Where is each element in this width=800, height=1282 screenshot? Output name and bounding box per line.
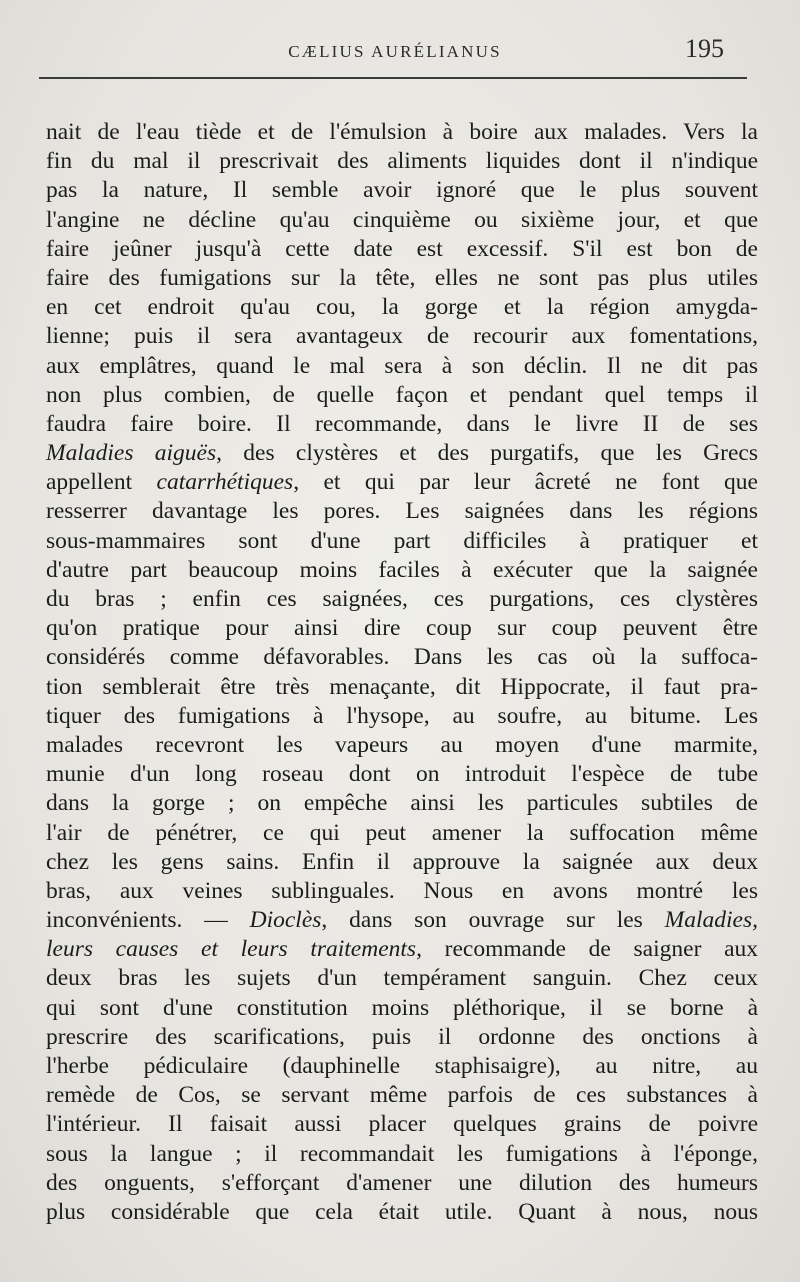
text-run: du bras ; enfin ces saignées, ces purgations, ces clystères (46, 586, 758, 612)
text-run: , des clystères et des purgatifs, que les Grecs (216, 440, 758, 467)
text-run: , et qui par leur âcreté ne font que (293, 469, 758, 496)
text-run: qu'on pratique pour ainsi dire coup sur coup peuvent être (46, 615, 758, 642)
text-line (46, 994, 758, 1023)
text-run: l'angine ne décline qu'au cinquième ou sixième jour, et que (46, 206, 758, 233)
italic-run: Maladies aiguës (46, 440, 217, 467)
text-run: appellent (46, 469, 157, 496)
text-run: bras, aux veines sublinguales. Nous en avons montré les (46, 877, 758, 904)
text-run: des onguents, s'efforçant d'amener une dilution des humeurs (46, 1169, 758, 1196)
text-line (46, 176, 758, 205)
text-run: aux emplâtres, quand le mal sera à son déclin. Il ne dit pas (46, 352, 758, 379)
text-run: , recommande de saigner aux (416, 936, 758, 963)
text-run: d'autre part beaucoup moins faciles à exécuter que la saignée (46, 556, 758, 583)
text-line (46, 614, 758, 643)
text-line (46, 206, 758, 235)
text-run: qui sont d'une constitution moins pléthorique, il se borne à (46, 994, 758, 1021)
text-line (46, 643, 758, 672)
text-line (46, 848, 758, 877)
italic-run: leurs causes et leurs traitements (46, 936, 417, 963)
text-run: fin du mal il prescrivait des aliments liquides dont il n'indique (46, 148, 758, 175)
text-run: faire jeûner jusqu'à cette date est excessif. S'il est bon de (46, 235, 758, 262)
text-line (46, 760, 758, 789)
text-run: non plus combien, de quelle façon et pendant quel temps il (46, 381, 758, 408)
text-run: dans la gorge ; on empêche ainsi les particules subtiles de (46, 790, 758, 817)
text-run: malades recevront les vapeurs au moyen d'une marmite, (46, 731, 758, 758)
italic-run: Dioclès (249, 907, 322, 934)
text-line (46, 1140, 758, 1169)
text-run: nait de l'eau tiède et de l'émulsion à boire aux malades. Vers la (46, 119, 758, 145)
page-header (40, 34, 750, 74)
body-text (46, 118, 758, 1227)
italic-run: Maladies, (664, 907, 759, 934)
text-line (46, 1169, 758, 1198)
text-line (46, 497, 758, 526)
text-run: sous-mammaires sont d'une part difficiles à pratiquer et (46, 527, 758, 554)
text-line (46, 439, 758, 468)
text-run: tiquer des fumigations à l'hysope, au soufre, au bitume. Les (46, 702, 758, 729)
text-run: faire des fumigations sur la tête, elles ne sont pas plus utiles (46, 264, 758, 291)
text-line (46, 819, 758, 848)
text-line (46, 118, 758, 147)
text-run: , dans son ouvrage sur les (321, 907, 665, 934)
text-line (46, 147, 758, 176)
text-line (46, 410, 758, 439)
text-line (46, 235, 758, 264)
text-line (46, 293, 758, 322)
text-line (46, 702, 758, 731)
text-run: inconvénients. — (46, 907, 250, 934)
running-title: CÆLIUS AURÉLIANUS (288, 42, 502, 61)
text-line (46, 264, 758, 293)
text-run: l'herbe pédiculaire (dauphinelle staphisaigre), au nitre, au (46, 1053, 758, 1079)
text-line (46, 1198, 758, 1227)
text-line (46, 731, 758, 760)
text-run: plus considérable que cela était utile. Quant à nous, nous (46, 1198, 758, 1225)
italic-run: catarrhétiques (156, 469, 294, 496)
text-line (46, 1023, 758, 1052)
text-line (46, 585, 758, 614)
text-line (46, 352, 758, 381)
text-line (46, 1081, 758, 1110)
text-run: l'intérieur. Il faisait aussi placer quelques grains de poivre (46, 1111, 758, 1138)
text-line (46, 906, 758, 935)
text-run: remède de Cos, se servant même parfois de ces substances à (46, 1082, 758, 1109)
text-run: faudra faire boire. Il recommande, dans le livre II de ses (46, 410, 758, 437)
text-line (46, 322, 758, 351)
text-line (46, 1110, 758, 1139)
text-line (46, 789, 758, 818)
text-run: en cet endroit qu'au cou, la gorge et la région amygda- (46, 294, 758, 321)
text-run: sous la langue ; il recommandait les fumigations à l'éponge, (46, 1140, 758, 1167)
header-rule (39, 77, 747, 79)
text-line (46, 527, 758, 556)
text-line (46, 468, 758, 497)
text-line (46, 556, 758, 585)
text-run: resserrer davantage les pores. Les saignées dans les régions (46, 498, 758, 525)
text-run: munie d'un long roseau dont on introduit l'espèce de tube (46, 761, 758, 788)
text-run: pas la nature, Il semble avoir ignoré que le plus souvent (46, 177, 758, 204)
text-run: lienne; puis il sera avantageux de recourir aux fomentations, (46, 323, 758, 350)
text-line (46, 877, 758, 906)
text-line (46, 381, 758, 410)
text-line (46, 964, 758, 993)
text-line (46, 1052, 758, 1081)
page-number: 195 (685, 34, 724, 63)
text-line (46, 673, 758, 702)
text-run: prescrire des scarifications, puis il ordonne des onctions à (46, 1023, 758, 1050)
text-run: l'air de pénétrer, ce qui peut amener la suffocation même (46, 819, 758, 846)
text-run: considérés comme défavorables. Dans les cas où la suffoca- (46, 644, 758, 671)
text-run: chez les gens sains. Enfin il approuve la saignée aux deux (46, 848, 758, 875)
text-line (46, 935, 758, 964)
text-run: tion semblerait être très menaçante, dit Hippocrate, il faut pra- (46, 673, 758, 700)
text-run: deux bras les sujets d'un tempérament sanguin. Chez ceux (46, 965, 758, 992)
